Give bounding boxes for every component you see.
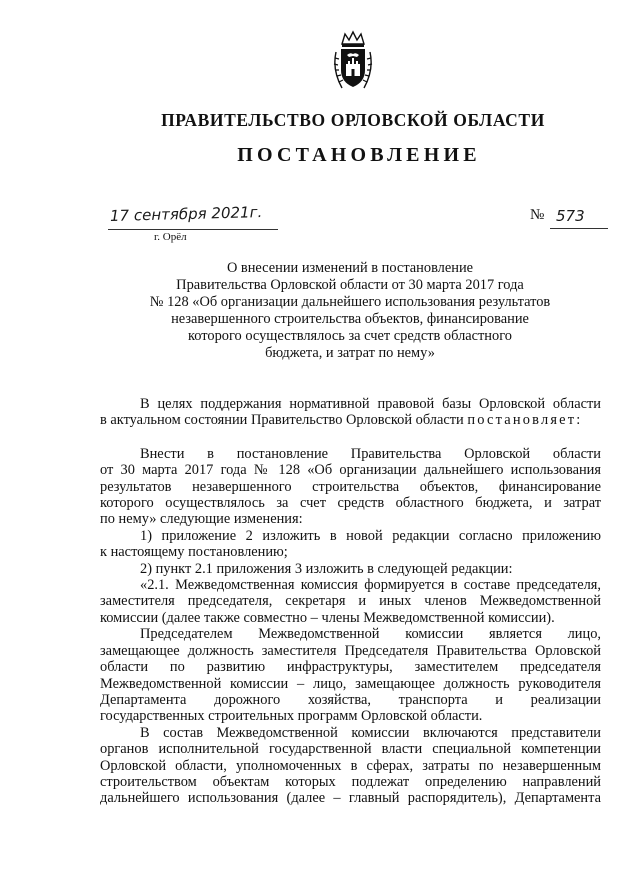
document-body [100, 396, 601, 807]
document-date: 17 сентября 2021г. [109, 203, 263, 225]
city-name: г. Орёл [154, 231, 187, 243]
number-underline [550, 228, 608, 229]
paragraph-line: Департамента дорожного хозяйства, транспорта и реализации [100, 691, 601, 708]
paragraph-line: комиссии (далее также совместно – члены Межведомственной комиссии). [100, 609, 555, 626]
paragraph-line: В состав Межведомственной комиссии включаются представители [140, 724, 601, 741]
orel-region-coat-of-arms-icon [332, 30, 374, 92]
paragraph-line: к настоящему постановлению; [100, 544, 288, 561]
paragraph-line: строительством объектам которых подлежат определению направлений [100, 773, 601, 790]
title-line: О внесении изменений в постановление [226, 260, 474, 276]
paragraph-line: 2) пункт 2.1 приложения 3 изложить в следующей редакции: [140, 560, 513, 577]
composition-paragraph [100, 725, 601, 807]
clause-2-1-paragraph [100, 577, 601, 626]
amendment-paragraph [100, 446, 601, 528]
title-line: незавершенного строительства объектов, финансирование [171, 311, 529, 327]
title-line: № 128 «Об организации дальнейшего использования результатов [149, 294, 551, 310]
item-1-paragraph [100, 528, 601, 561]
preamble-paragraph [100, 396, 601, 429]
paragraph-line: Внести в постановление Правительства Орловской области [140, 445, 601, 462]
paragraph-line: органов исполнительной государственной власти специальной компетенции [100, 741, 601, 758]
paragraph-line: Орловской области, уполномоченных в сферах, затраты по незавершенным [100, 757, 601, 774]
item-2-paragraph [100, 561, 601, 577]
organization-name: ПРАВИТЕЛЬСТВО ОРЛОВСКОЙ ОБЛАСТИ [161, 110, 545, 130]
date-underline [108, 229, 278, 230]
paragraph-line: области по развитию инфраструктуры, заместителем председателя [100, 659, 601, 676]
title-line: которого осуществлялось за счет средств областного [188, 328, 512, 344]
title-line: бюджета, и затрат по нему» [265, 345, 435, 361]
document-number: 573 [556, 207, 585, 225]
paragraph-line: заместителя председателя, секретаря и иных членов Межведомственной [100, 593, 601, 610]
resolves-word: постановляет: [467, 412, 583, 429]
paragraph-line: дальнейшего использования (далее – главный распорядитель), Департамента [100, 790, 601, 807]
paragraph-line: замещающее должность заместителя Председателя Правительства Орловской [100, 642, 601, 659]
paragraph-line: от 30 марта 2017 года № 128 «Об организации дальнейшего использования [100, 462, 601, 479]
document-title [100, 260, 600, 362]
document-type: ПОСТАНОВЛЕНИЕ [237, 144, 481, 166]
paragraph-line: государственных строительных программ Орловской области. [100, 708, 483, 725]
paragraph-line: результатов незавершенного строительства объектов, финансирование [100, 478, 601, 495]
paragraph-line: по нему» следующие изменения: [100, 511, 303, 528]
paragraph-gap [100, 429, 601, 446]
paragraph-line: Межведомственной комиссии – лицо, замещающее должность руководителя [100, 675, 601, 692]
paragraph-line: Председателем Межведомственной комиссии является лицо, [140, 626, 601, 643]
paragraph-line: которого осуществлялось за счет средств областного бюджета, и затрат [100, 495, 601, 512]
chairman-paragraph [100, 626, 601, 724]
paragraph-line: «2.1. Межведомственная комиссия формируется в составе председателя, [140, 577, 601, 594]
paragraph-line: В целях поддержания нормативной правовой базы Орловской области [140, 396, 601, 412]
preamble-text: в актуальном состоянии Правительство Орловской области [100, 412, 464, 429]
number-label: № [530, 207, 545, 223]
paragraph-line: 1) приложение 2 изложить в новой редакции согласно приложению [140, 527, 601, 544]
title-line: Правительства Орловской области от 30 марта 2017 года [176, 277, 524, 293]
paragraph-line [100, 412, 601, 428]
